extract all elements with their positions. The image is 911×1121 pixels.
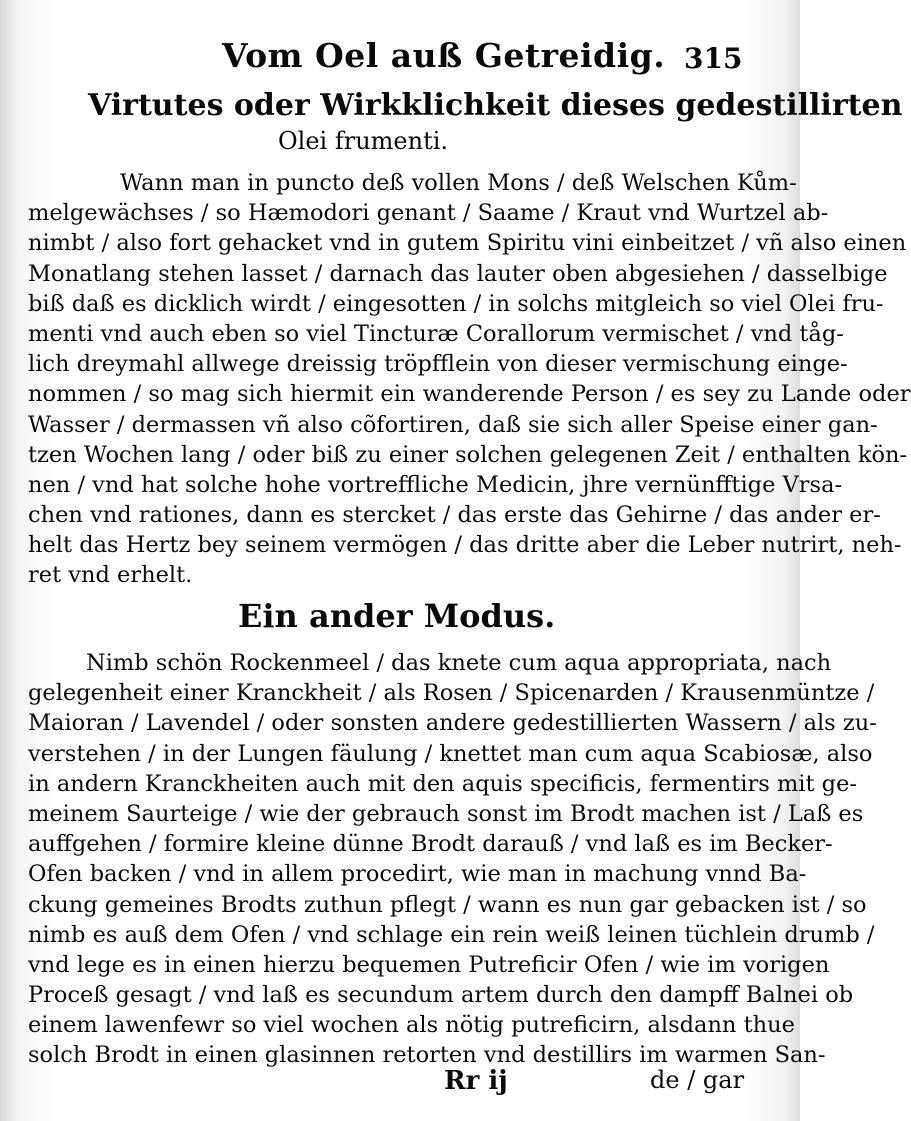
text-line: biß daß es dicklich wirdt / eingesotten / in solchs mitgleich so viel Olei fru- <box>28 290 884 317</box>
running-title: Vom Oel auß Getreidig. <box>222 36 666 75</box>
modus-heading: Ein ander Modus. <box>238 597 556 635</box>
text-line: lich dreymahl allwege dreissig tröpfflein von dieser vermischung einge- <box>28 351 848 378</box>
text-line: auffgehen / formire kleine dünne Brodt darauß / vnd laß es im Becker- <box>28 831 833 858</box>
text-line: Wasser / dermassen vñ also cõfortiren, daß sie sich aller Speise einer gan- <box>28 411 878 438</box>
text-line: gelegenheit einer Kranckheit / als Rosen / Spicenarden / Krausenmüntze / <box>28 680 875 707</box>
text-line: vnd lege es in einen hierzu bequemen Putreficir Ofen / wie im vorigen <box>28 951 830 978</box>
text-line: Ofen backen / vnd in allem procedirt, wie man in machung vnnd Ba- <box>28 861 807 888</box>
text-line: solch Brodt in einen glasinnen retorten vnd destillirs im warmen San- <box>28 1042 826 1069</box>
section-subtitle: Olei frumenti. <box>278 127 449 155</box>
text-line: nen / vnd hat solche hohe vortreffliche Medicin, jhre vernünfftige Vrsa- <box>28 471 843 498</box>
text-line: Monatlang stehen lasset / darnach das lauter oben abgesiehen / dasselbige <box>28 260 888 287</box>
paragraph-modus <box>28 648 877 1071</box>
paragraph-virtutes <box>28 168 911 591</box>
text-line: melgewächses / so Hæmodori genant / Saame / Kraut vnd Wurtzel ab- <box>28 200 829 227</box>
catchline <box>0 1064 800 1104</box>
text-line: Maioran / Lavendel / oder sonsten andere gedestillierten Wassern / als zu- <box>28 710 877 737</box>
signature-mark: Rr ij <box>444 1066 508 1096</box>
text-line: nimbt / also fort gehacket vnd in gutem Spiritu vini einbeitzet / vñ also einen <box>28 230 907 257</box>
text-line: Proceß gesagt / vnd laß es secundum artem durch den dampff Balnei ob <box>28 982 854 1009</box>
text-line: chen vnd rationes, dann es stercket / das erste das Gehirne / das ander er- <box>28 502 881 529</box>
text-line: tzen Wochen lang / oder biß zu einer solchen gelegenen Zeit / enthalten kön- <box>28 441 908 468</box>
section-title: Virtutes oder Wirkklichkeit dieses gedestillirten <box>88 88 903 123</box>
text-line: Wann man in puncto deß vollen Mons / deß Welschen Kům- <box>120 170 797 196</box>
text-line: Nimb schön Rockenmeel / das knete cum aqua appropriata, nach <box>86 650 832 676</box>
text-line: menti vnd auch eben so viel Tincturæ Corallorum vermischet / vnd tåg- <box>28 320 844 347</box>
text-line: einem lawenfewr so viel wochen als nötig putreficirn, alsdann thue <box>28 1012 795 1039</box>
text-line: nimb es auß dem Ofen / vnd schlage ein rein weiß leinen tüchlein drumb / <box>28 921 875 948</box>
text-line: ckung gemeines Brodts zuthun pflegt / wann es nun gar gebacken ist / so <box>28 891 867 918</box>
text-line: verstehen / in der Lungen fäulung / knettet man cum aqua Scabiosæ, also <box>28 740 873 767</box>
text-line: nommen / so mag sich hiermit ein wanderende Person / es sey zu Lande oder <box>28 381 911 408</box>
text-line: meinem Saurteige / wie der gebrauch sonst im Brodt machen ist / Laß es <box>28 800 864 827</box>
text-line: in andern Kranckheiten auch mit den aquis specificis, fermentirs mit ge- <box>28 770 858 797</box>
page-number: 315 <box>684 42 743 75</box>
text-line: helt das Hertz bey seinem vermögen / das dritte aber die Leber nutrirt, neh- <box>28 532 902 559</box>
running-head <box>0 32 800 82</box>
text-line: ret vnd erhelt. <box>28 562 193 589</box>
catchword: de / gar <box>650 1066 745 1094</box>
